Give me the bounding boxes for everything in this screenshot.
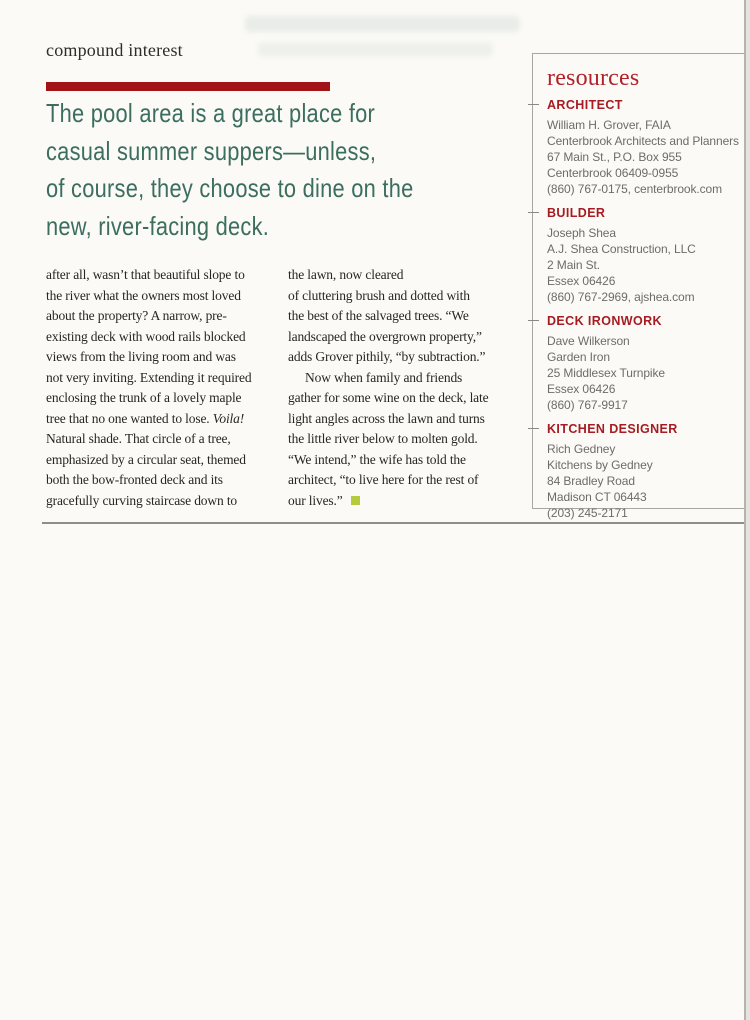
body-text: enclosing the trunk of a lovely maple xyxy=(46,390,242,405)
resources-title: resources xyxy=(547,65,640,91)
section-tick-mark xyxy=(528,212,539,213)
article-line xyxy=(288,368,524,389)
resource-section-heading: BUILDER xyxy=(547,206,606,220)
resource-line: Centerbrook Architects and Planners xyxy=(547,134,739,148)
resource-line: Essex 06426 xyxy=(547,382,616,396)
resource-line: Madison CT 06443 xyxy=(547,490,647,504)
article-line xyxy=(46,470,282,491)
article-line xyxy=(46,409,282,430)
article-line xyxy=(288,409,524,430)
body-text: of cluttering brush and dotted with xyxy=(288,287,470,303)
resource-line: A.J. Shea Construction, LLC xyxy=(547,242,696,256)
resource-line: Dave Wilkerson xyxy=(547,334,630,348)
page-edge-line xyxy=(744,0,746,1020)
bleed-through-artifact xyxy=(258,42,493,57)
article-line xyxy=(288,347,524,368)
end-of-article-marker xyxy=(351,496,360,505)
body-text: our lives.” xyxy=(288,492,343,508)
article-line xyxy=(288,470,524,491)
resource-line: Rich Gedney xyxy=(547,442,616,456)
body-text: the little river below to molten gold. xyxy=(288,431,478,446)
article-line xyxy=(46,265,282,286)
resource-section xyxy=(547,314,747,413)
italic-text: Voila! xyxy=(212,410,245,426)
body-text: Natural shade. That circle of a tree, xyxy=(46,431,231,446)
bleed-through-artifact xyxy=(245,16,520,32)
resource-line: (860) 767-9917 xyxy=(547,398,628,412)
body-text: adds Grover pithily, “by subtraction.” xyxy=(288,349,486,364)
page-edge xyxy=(746,0,750,1020)
body-text: gracefully curving staircase down to xyxy=(46,492,238,508)
article-line xyxy=(288,265,524,286)
body-text: Now when family and friends xyxy=(305,369,463,385)
accent-rule xyxy=(46,82,330,91)
resource-section xyxy=(547,206,747,305)
section-tick-mark xyxy=(528,428,539,429)
body-text: “We intend,” the wife has told the xyxy=(288,451,466,467)
body-text: the best of the salvaged trees. “We xyxy=(288,308,469,323)
resource-line: 25 Middlesex Turnpike xyxy=(547,366,665,380)
article-line xyxy=(46,368,282,389)
body-text: after all, wasn’t that beautiful slope to xyxy=(46,267,245,282)
article-line xyxy=(288,429,524,450)
body-text: emphasized by a circular seat, themed xyxy=(46,451,246,467)
article-line xyxy=(288,388,524,409)
resource-line: Garden Iron xyxy=(547,350,610,364)
body-text: architect, “to live here for the rest of xyxy=(288,472,479,487)
article-line xyxy=(288,286,524,307)
article-line xyxy=(46,491,282,512)
bottom-rule xyxy=(42,522,750,524)
article-line xyxy=(46,429,282,450)
resource-section xyxy=(547,422,747,521)
resource-line: (860) 767-0175, centerbrook.com xyxy=(547,182,723,196)
pull-quote-line: casual summer suppers—unless, xyxy=(46,135,377,166)
body-text: views from the living room and was xyxy=(46,349,236,364)
resource-section xyxy=(547,98,747,197)
section-tick-mark xyxy=(528,104,539,105)
resource-line: Kitchens by Gedney xyxy=(547,458,653,472)
section-tick-mark xyxy=(528,320,539,321)
article-line xyxy=(46,286,282,307)
article-line xyxy=(288,327,524,348)
body-text: the river what the owners most loved xyxy=(46,287,241,303)
resources-sections xyxy=(547,98,747,521)
article-line xyxy=(46,306,282,327)
article-line xyxy=(288,450,524,471)
pull-quote-line: new, river-facing deck. xyxy=(46,210,270,241)
pull-quote-line: The pool area is a great place for xyxy=(46,98,376,128)
body-text: about the property? A narrow, pre- xyxy=(46,308,227,323)
resource-line: 2 Main St. xyxy=(547,258,601,272)
article-line xyxy=(46,347,282,368)
article-column-left xyxy=(46,265,282,511)
article-line xyxy=(288,491,524,512)
resource-line: 67 Main St., P.O. Box 955 xyxy=(547,150,682,164)
body-text: tree that no one wanted to lose. xyxy=(46,410,213,426)
article-line xyxy=(288,306,524,327)
resource-section-heading: ARCHITECT xyxy=(547,98,623,112)
resource-line: (860) 767-2969, ajshea.com xyxy=(547,290,695,304)
resource-line: (203) 245-2171 xyxy=(547,506,628,520)
body-text: light angles across the lawn and turns xyxy=(288,410,485,426)
resource-line: Joseph Shea xyxy=(547,226,616,240)
body-text: existing deck with wood rails blocked xyxy=(46,328,246,344)
pull-quote xyxy=(46,95,516,245)
article-line xyxy=(46,450,282,471)
body-text: landscaped the overgrown property,” xyxy=(288,328,482,344)
body-text: gather for some wine on the deck, late xyxy=(288,390,489,405)
article-column-right xyxy=(288,265,524,511)
article-line xyxy=(46,327,282,348)
body-text: not very inviting. Extending it required xyxy=(46,369,252,385)
resource-line: Centerbrook 06409-0955 xyxy=(547,166,679,180)
resources-box xyxy=(532,53,748,520)
resource-line: Essex 06426 xyxy=(547,274,616,288)
resource-section-heading: DECK IRONWORK xyxy=(547,314,662,328)
section-kicker: compound interest xyxy=(46,40,183,60)
resource-line: 84 Bradley Road xyxy=(547,474,635,488)
body-text: the lawn, now cleared xyxy=(288,267,404,282)
body-text: both the bow-fronted deck and its xyxy=(46,472,223,487)
pull-quote-line: of course, they choose to dine on the xyxy=(46,173,414,203)
resource-line: William H. Grover, FAIA xyxy=(547,118,671,132)
article-line xyxy=(46,388,282,409)
resource-section-heading: KITCHEN DESIGNER xyxy=(547,422,678,436)
